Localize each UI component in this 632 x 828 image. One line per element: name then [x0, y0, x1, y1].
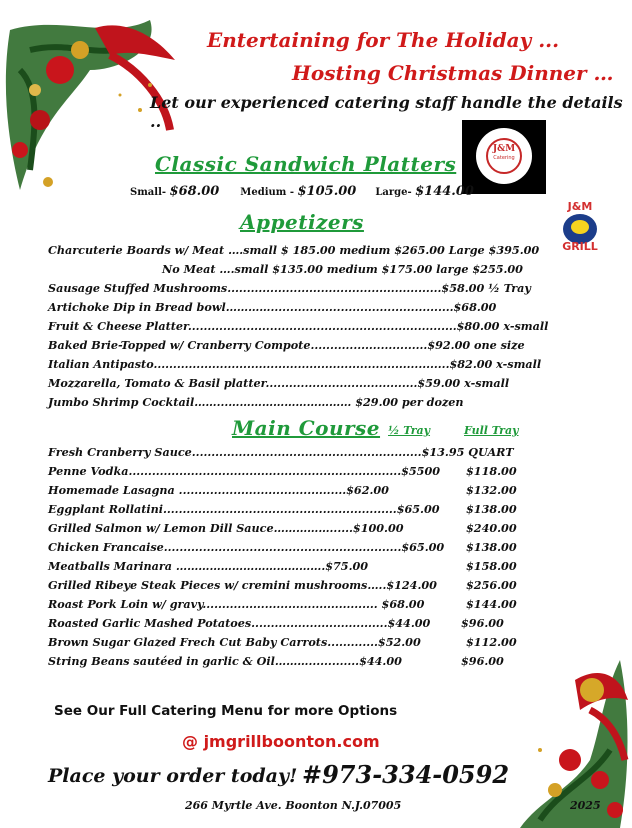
appetizer-row: Fruit & Cheese Platter.....................................................................$80.00 x-small: [48, 319, 549, 333]
main-course-row: [48, 578, 568, 594]
main-course-title: Main Course: [232, 416, 381, 440]
year: 2025: [570, 799, 601, 812]
jm-catering-logo: [462, 120, 546, 194]
full-tray-price: $112.00: [466, 635, 517, 649]
holiday-wreath-decoration-bottom-right: [480, 650, 632, 828]
sandwich-prices: [130, 184, 474, 199]
website-link[interactable]: @ jmgrillboonton.com: [182, 732, 380, 751]
main-course-row: [48, 616, 568, 632]
full-tray-price: $118.00: [466, 464, 517, 478]
main-course-item: Penne Vodka......................................................................$5500: [48, 464, 441, 478]
full-tray-price: $158.00: [466, 559, 517, 573]
main-course-row: [48, 559, 568, 575]
main-course-item: Chicken Francaise.............................................................$65.00: [48, 540, 445, 554]
full-tray-header: Full Tray: [464, 424, 519, 437]
main-course-item: Meatballs Marinara ………………………………….$75.00: [48, 559, 369, 573]
main-course-row: [48, 540, 568, 556]
main-course-item: Grilled Salmon w/ Lemon Dill Sauce……………......$100.00: [48, 521, 404, 535]
half-tray-header: ½ Tray: [388, 424, 431, 437]
main-course-row: [48, 521, 568, 537]
full-tray-price: $138.00: [466, 540, 517, 554]
main-course-item: Roasted Garlic Mashed Potatoes...................................$44.00: [48, 616, 431, 630]
small-price: $68.00: [169, 184, 220, 199]
appetizer-row: Sausage Stuffed Mushrooms.......................................................$58.00 ½ Tray: [48, 281, 531, 295]
main-course-row: [48, 445, 568, 461]
main-course-item: Homemade Lasagna ...........................................$62.00: [48, 483, 389, 497]
large-price: $144.00: [415, 184, 474, 199]
appetizer-row: Italian Antipasto............................................................................$82.00 x-small: [48, 357, 542, 371]
header-line-1: Entertaining for The Holiday ...: [207, 28, 560, 52]
main-course-row: [48, 597, 568, 613]
sandwich-title: Classic Sandwich Platters: [155, 152, 457, 176]
appetizer-row: Baked Brie-Topped w/ Cranberry Compote..............................$92.00 one size: [48, 338, 525, 352]
main-course-item: Eggplant Rollatini............................................................$65.00: [48, 502, 440, 516]
full-tray-price: $256.00: [466, 578, 517, 592]
main-course-row: [48, 483, 568, 499]
main-course-row: [48, 464, 568, 480]
full-tray-price: $240.00: [466, 521, 517, 535]
appetizer-row: Jumbo Shrimp Cocktail……...…………………………… $29.00 per dozen: [48, 395, 464, 409]
main-course-item: Roast Pork Loin w/ gravy............................................. $68.00: [48, 597, 425, 611]
main-course-row: [48, 502, 568, 518]
address: 266 Myrtle Ave. Boonton N.J.07005: [185, 799, 402, 812]
full-tray-price: $96.00: [461, 654, 504, 668]
full-tray-price: $138.00: [466, 502, 517, 516]
medium-label: Medium -: [240, 187, 295, 198]
menu-note: See Our Full Catering Menu for more Options: [54, 703, 398, 719]
main-course-row: [48, 635, 568, 651]
grill-logo-bottom: GRILL: [562, 240, 598, 253]
full-tray-price: $96.00: [461, 616, 504, 630]
logo-sub: Catering: [493, 155, 515, 161]
main-course-item: Grilled Ribeye Steak Pieces w/ cremini mushrooms…..$124.00: [48, 578, 437, 592]
header-line-3: Let our experienced catering staff handle the details ..: [150, 93, 623, 131]
main-course-item: Brown Sugar Glazed Frech Cut Baby Carrots.............$52.00: [48, 635, 421, 649]
appetizer-row: No Meat ….small $135.00 medium $175.00 large $255.00: [162, 262, 523, 276]
phone-number[interactable]: #973-334-0592: [302, 760, 510, 789]
large-label: Large-: [375, 187, 412, 198]
appetizer-row: Artichoke Dip in Bread bowl…………...............................................$68.00: [48, 300, 497, 314]
appetizers-title: Appetizers: [240, 210, 364, 234]
appetizer-row: Charcuterie Boards w/ Meat ….small $ 185.00 medium $265.00 Large $395.00: [48, 243, 540, 257]
logo-name: J&M: [492, 144, 516, 154]
full-tray-price: $144.00: [466, 597, 517, 611]
grill-logo-top: J&M: [567, 200, 593, 213]
main-course-row: [48, 654, 568, 670]
medium-price: $105.00: [297, 184, 357, 199]
small-label: Small-: [130, 187, 167, 198]
main-course-item: Fresh Cranberry Sauce...........................................................$13.95 QUART: [48, 445, 514, 459]
appetizer-row: Mozzarella, Tomato & Basil platter.......................................$59.00 x-small: [48, 376, 510, 390]
full-tray-price: $132.00: [466, 483, 517, 497]
header-line-2: Hosting Christmas Dinner …: [292, 61, 614, 85]
order-text: Place your order today!: [48, 765, 298, 787]
jm-grill-logo: [555, 200, 605, 256]
main-course-item: String Beans sautéed in garlic & Oil……….............$44.00: [48, 654, 402, 668]
